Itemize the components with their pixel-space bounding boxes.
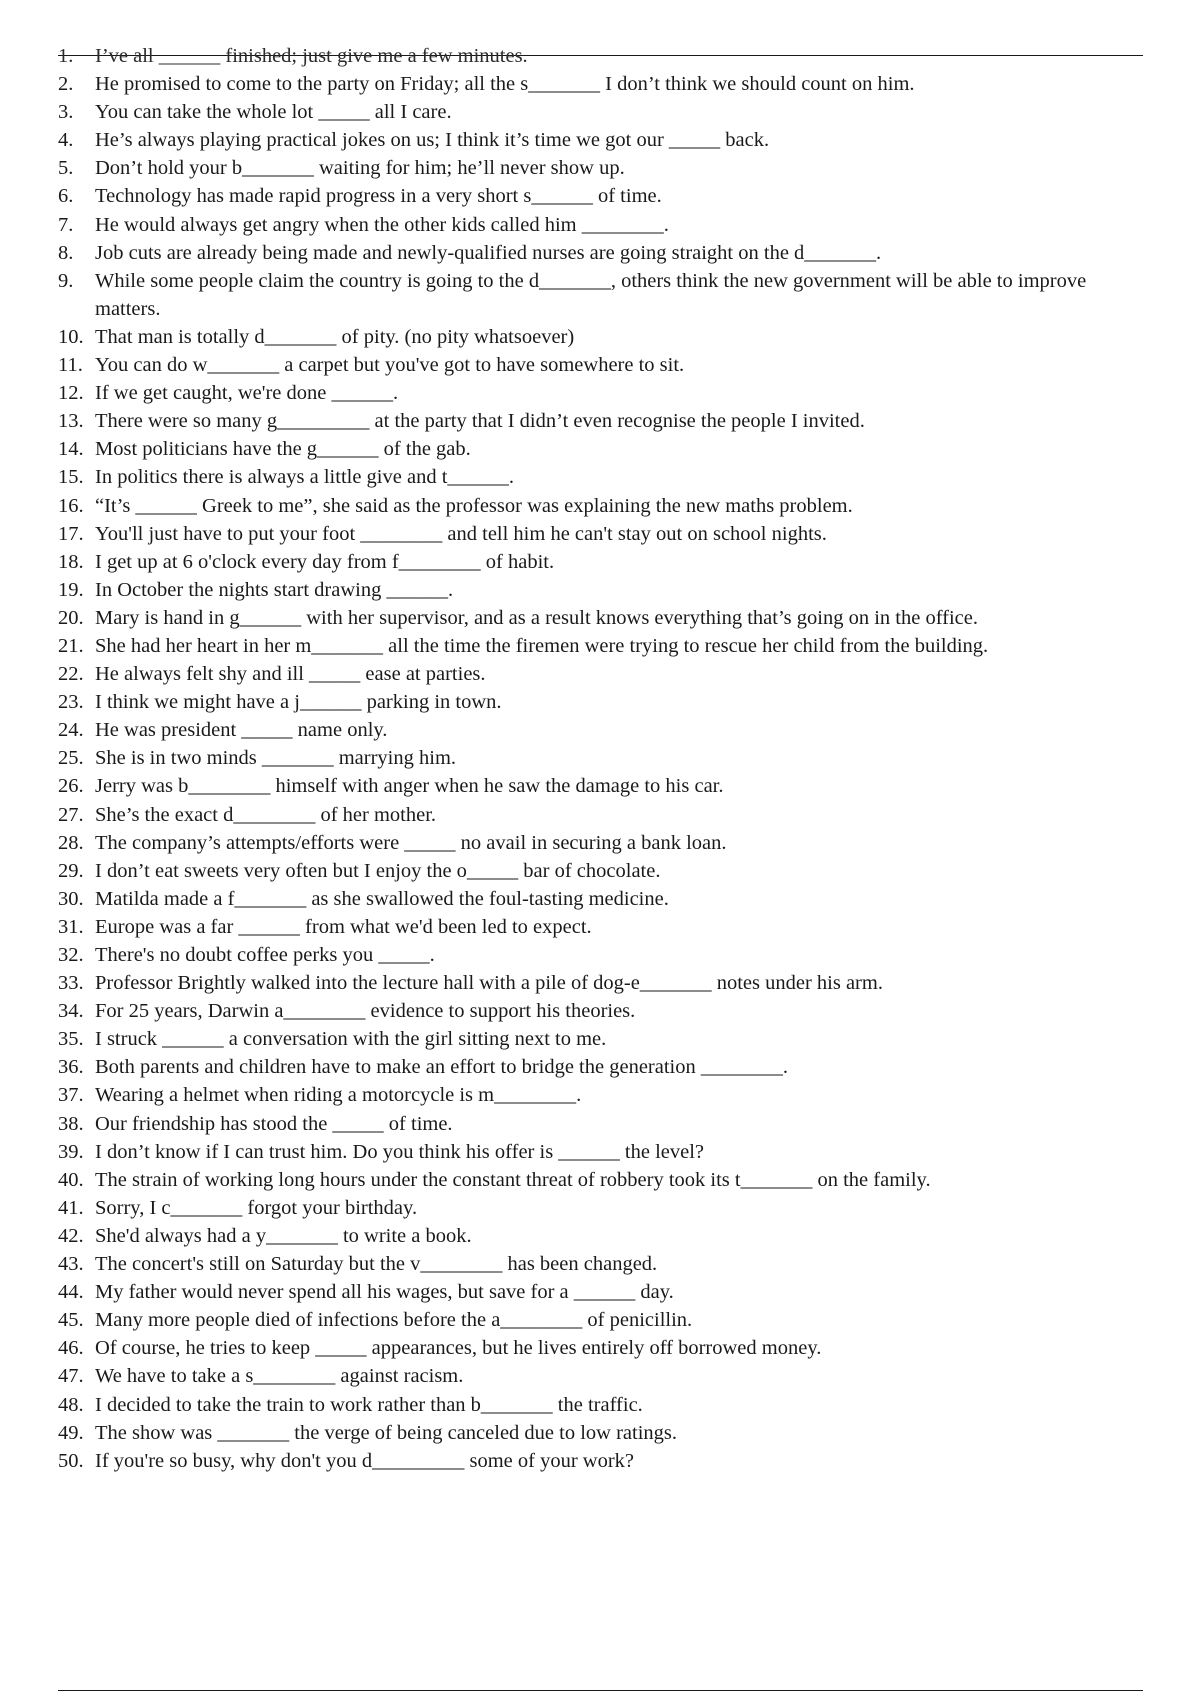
exercise-item: [58, 351, 1153, 379]
item-number: 43.: [58, 1253, 84, 1276]
item-number: 35.: [58, 1028, 84, 1051]
exercise-item: [58, 323, 1153, 351]
item-number: 41.: [58, 1196, 84, 1219]
item-number: 50.: [58, 1449, 84, 1472]
exercise-item: [58, 772, 1153, 800]
item-number: 31.: [58, 915, 84, 938]
exercise-item: [58, 70, 1153, 98]
item-sentence: In October the nights start drawing ______.: [95, 578, 454, 601]
exercise-item: [58, 435, 1153, 463]
exercise-item: [58, 126, 1153, 154]
item-number: 29.: [58, 859, 84, 882]
exercise-item: [58, 1194, 1153, 1222]
item-sentence: My father would never spend all his wages, but save for a ______ day.: [95, 1281, 674, 1304]
item-sentence: I decided to take the train to work rather than b_______ the traffic.: [95, 1393, 643, 1416]
item-number: 28.: [58, 831, 84, 854]
item-sentence: Matilda made a f_______ as she swallowed the foul-tasting medicine.: [95, 887, 669, 910]
exercise-item: [58, 1110, 1153, 1138]
item-number: 21.: [58, 634, 84, 657]
item-number: 23.: [58, 691, 84, 714]
exercise-item: [58, 1166, 1153, 1194]
item-number: 5.: [58, 157, 74, 180]
item-sentence: I’ve all ______ finished; just give me a few minutes.: [95, 45, 528, 67]
exercise-item: [58, 1306, 1153, 1334]
item-sentence: If we get caught, we're done ______.: [95, 382, 399, 405]
item-number: 32.: [58, 944, 84, 966]
item-sentence: The company’s attempts/efforts were _____ no avail in securing a bank loan.: [95, 831, 727, 854]
item-number: 18.: [58, 550, 84, 573]
exercise-item: [58, 1053, 1153, 1081]
exercise-item: [58, 576, 1153, 604]
exercise-item: [58, 463, 1153, 491]
item-number: 49.: [58, 1421, 84, 1444]
item-number: 9.: [58, 269, 74, 292]
item-sentence: That man is totally d_______ of pity. (no pity whatsoever): [95, 325, 575, 348]
item-number: 24.: [58, 719, 84, 742]
item-sentence: Many more people died of infections before the a________ of penicillin.: [95, 1309, 693, 1332]
item-sentence: Don’t hold your b_______ waiting for him; he’ll never show up.: [95, 157, 625, 180]
item-sentence: For 25 years, Darwin a________ evidence to support his theories.: [95, 1000, 636, 1023]
item-sentence: She had her heart in her m_______ all the time the firemen were trying to rescue her child from the building.: [95, 634, 989, 657]
item-number: 11.: [58, 354, 83, 377]
exercise-item: [58, 885, 1153, 913]
item-number: 46.: [58, 1337, 84, 1360]
exercise-item: [58, 407, 1153, 435]
item-number: 44.: [58, 1281, 84, 1304]
exercise-item: [58, 1419, 1153, 1447]
item-sentence: Mary is hand in g______ with her supervisor, and as a result knows everything that’s going on in the office.: [95, 606, 978, 629]
item-number: 4.: [58, 129, 74, 152]
item-sentence: Most politicians have the g______ of the gab.: [95, 438, 471, 461]
exercise-item: [58, 182, 1153, 210]
item-number: 3.: [58, 101, 74, 124]
exercise-item: [58, 604, 1153, 632]
item-number: 45.: [58, 1309, 84, 1332]
item-sentence: Professor Brightly walked into the lecture hall with a pile of dog-e_______ notes under his arm.: [95, 972, 883, 995]
item-sentence: There's no doubt coffee perks you _____.: [95, 944, 435, 966]
item-number: 27.: [58, 803, 84, 826]
exercise-item: [58, 1334, 1153, 1362]
exercise-item: [58, 1391, 1153, 1419]
item-number: 30.: [58, 887, 84, 910]
exercise-item: [58, 688, 1153, 716]
item-number: 39.: [58, 1140, 84, 1163]
exercise-item: [58, 744, 1153, 772]
item-sentence: He was president _____ name only.: [95, 719, 388, 742]
item-number: 22.: [58, 663, 84, 686]
item-sentence: He would always get angry when the other kids called him ________.: [95, 213, 669, 236]
item-sentence: There were so many g_________ at the party that I didn’t even recognise the people I invited.: [95, 410, 865, 433]
exercise-item: [58, 1278, 1153, 1306]
item-number: 12.: [58, 382, 84, 405]
item-number: 33.: [58, 972, 84, 995]
exercise-item: [58, 1081, 1153, 1109]
item-number: 20.: [58, 606, 84, 629]
exercise-item: [58, 379, 1153, 407]
item-sentence: If you're so busy, why don't you d_________ some of your work?: [95, 1449, 634, 1472]
item-sentence: She is in two minds _______ marrying him.: [95, 747, 457, 770]
exercise-item: [58, 520, 1153, 548]
item-number: 48.: [58, 1393, 84, 1416]
exercise-item: [58, 1447, 1153, 1475]
item-sentence: “It’s ______ Greek to me”, she said as the professor was explaining the new maths problem.: [95, 494, 853, 517]
exercise-item: [58, 801, 1153, 829]
item-number: 10.: [58, 325, 84, 348]
item-sentence: Wearing a helmet when riding a motorcycle is m________.: [95, 1084, 582, 1107]
exercise-item: [58, 98, 1153, 126]
exercise-item: [58, 548, 1153, 576]
exercise-item: [58, 969, 1153, 997]
exercise-item: [58, 829, 1153, 857]
item-sentence: The show was _______ the verge of being canceled due to low ratings.: [95, 1421, 678, 1444]
item-sentence: You can take the whole lot _____ all I care.: [95, 101, 452, 124]
exercise-item: [58, 941, 1153, 969]
item-number: 34.: [58, 1000, 84, 1023]
exercise-item: [58, 997, 1153, 1025]
item-sentence: He’s always playing practical jokes on us; I think it’s time we got our _____ back.: [95, 129, 770, 152]
item-sentence: Sorry, I c_______ forgot your birthday.: [95, 1196, 418, 1219]
item-sentence: You'll just have to put your foot ________ and tell him he can't stay out on school nights.: [95, 522, 827, 545]
exercise-list: [58, 42, 1153, 1475]
item-sentence: While some people claim the country is going to the d_______, others think the new government will be able to improve matters.: [95, 269, 1087, 320]
item-sentence: Technology has made rapid progress in a very short s______ of time.: [95, 185, 662, 208]
item-number: 42.: [58, 1224, 84, 1247]
item-number: 47.: [58, 1365, 84, 1388]
bottom-rule: [58, 1690, 1143, 1691]
item-number: 17.: [58, 522, 84, 545]
exercise-item: [58, 1250, 1153, 1278]
exercise-item: [58, 239, 1153, 267]
item-sentence: I don’t eat sweets very often but I enjoy the o_____ bar of chocolate.: [95, 859, 661, 882]
item-sentence: He promised to come to the party on Friday; all the s_______ I don’t think we should count on him.: [95, 73, 915, 96]
item-sentence: He always felt shy and ill _____ ease at parties.: [95, 663, 486, 686]
item-sentence: Jerry was b________ himself with anger when he saw the damage to his car.: [95, 775, 724, 798]
item-number: 37.: [58, 1084, 84, 1107]
item-number: 16.: [58, 494, 84, 517]
exercise-item: [58, 267, 1153, 323]
exercise-item: [58, 857, 1153, 885]
item-sentence: Europe was a far ______ from what we'd been led to expect.: [95, 915, 592, 938]
item-sentence: Job cuts are already being made and newly-qualified nurses are going straight on the d_______.: [95, 241, 882, 264]
item-sentence: Both parents and children have to make an effort to bridge the generation ________.: [95, 1056, 788, 1079]
item-sentence: I think we might have a j______ parking in town.: [95, 691, 502, 714]
item-number: 26.: [58, 775, 84, 798]
item-sentence: I don’t know if I can trust him. Do you think his offer is ______ the level?: [95, 1140, 705, 1163]
item-number: 15.: [58, 466, 84, 489]
exercise-item: [58, 1138, 1153, 1166]
exercise-item: [58, 211, 1153, 239]
item-sentence: She’s the exact d________ of her mother.: [95, 803, 437, 826]
exercise-item: [58, 154, 1153, 182]
item-sentence: I get up at 6 o'clock every day from f________ of habit.: [95, 550, 555, 573]
item-sentence: We have to take a s________ against racism.: [95, 1365, 464, 1388]
item-sentence: I struck ______ a conversation with the girl sitting next to me.: [95, 1028, 607, 1051]
exercise-item: [58, 492, 1153, 520]
item-number: 2.: [58, 73, 74, 96]
item-sentence: You can do w_______ a carpet but you've got to have somewhere to sit.: [95, 354, 685, 377]
item-number: 1.: [58, 45, 74, 67]
exercise-item: [58, 632, 1153, 660]
exercise-item: [58, 716, 1153, 744]
item-number: 25.: [58, 747, 84, 770]
item-number: 38.: [58, 1112, 84, 1135]
exercise-item: [58, 913, 1153, 941]
exercise-item: [58, 42, 1153, 70]
item-number: 14.: [58, 438, 84, 461]
exercise-item: [58, 1222, 1153, 1250]
exercise-item: [58, 1025, 1153, 1053]
item-sentence: The concert's still on Saturday but the v________ has been changed.: [95, 1253, 658, 1276]
item-number: 6.: [58, 185, 74, 208]
exercise-item: [58, 1362, 1153, 1390]
exercise-item: [58, 660, 1153, 688]
item-sentence: Of course, he tries to keep _____ appearances, but he lives entirely off borrowed money.: [95, 1337, 822, 1360]
item-sentence: The strain of working long hours under the constant threat of robbery took its t_______ on the family.: [95, 1168, 931, 1191]
item-sentence: She'd always had a y_______ to write a book.: [95, 1224, 472, 1247]
item-number: 13.: [58, 410, 84, 433]
item-sentence: Our friendship has stood the _____ of time.: [95, 1112, 453, 1135]
item-number: 7.: [58, 213, 74, 236]
item-number: 19.: [58, 578, 84, 601]
item-sentence: In politics there is always a little give and t______.: [95, 466, 515, 489]
item-number: 36.: [58, 1056, 84, 1079]
item-number: 40.: [58, 1168, 84, 1191]
item-number: 8.: [58, 241, 74, 264]
